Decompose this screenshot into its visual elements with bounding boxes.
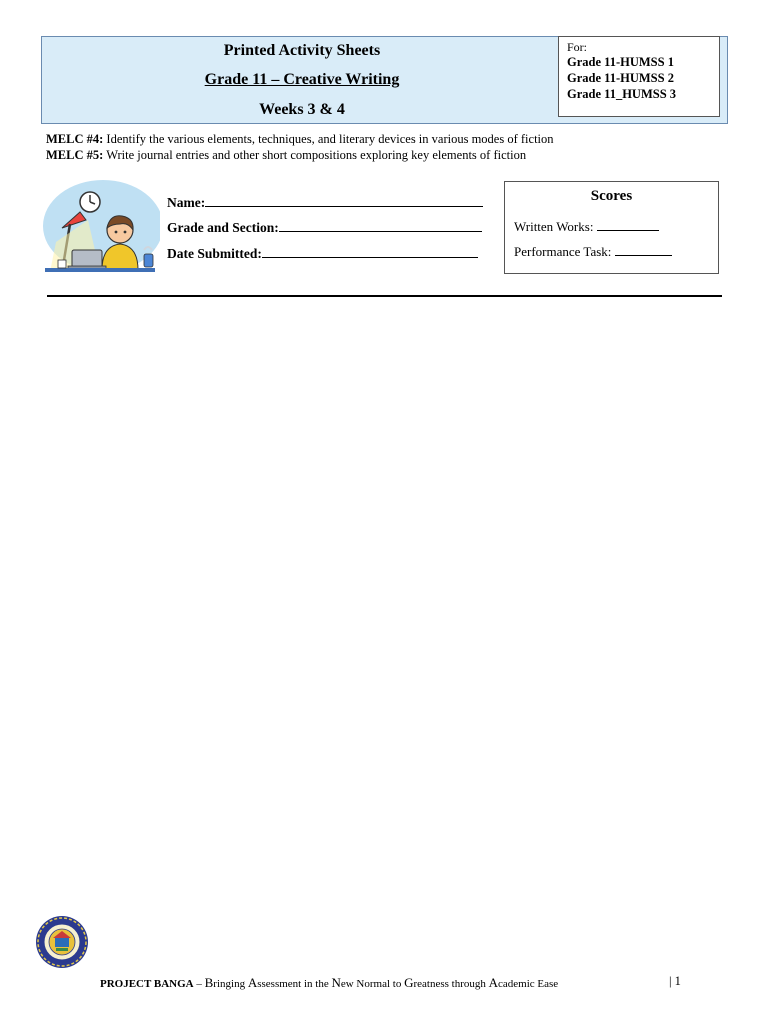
page-number: | 1 (669, 974, 681, 988)
school-seal-logo (35, 915, 89, 969)
grade-section-label: Grade and Section (167, 220, 275, 235)
section-divider (47, 295, 722, 297)
melc-5 (46, 148, 526, 163)
footer-rest: ssessment in the (257, 978, 332, 990)
written-works-row[interactable] (514, 219, 659, 235)
grade-item: Grade 11_HUMSS 3 (567, 87, 677, 101)
melc-4-label: MELC #4: (46, 132, 104, 146)
melc-4-text: Identify the various elements, techniques, and literary devices in various modes of fiction (103, 132, 554, 146)
footer-rest: ew Normal to (340, 978, 405, 990)
grade-section-field[interactable]: Grade and Section: (167, 219, 482, 236)
melc-5-text: Write journal entries and other short compositions exploring key elements of fiction (103, 148, 527, 162)
name-field[interactable]: Name: (167, 194, 483, 211)
grade-section-blank[interactable] (279, 219, 482, 232)
performance-task-blank[interactable] (615, 244, 672, 256)
grade-item: Grade 11-HUMSS 2 (567, 71, 674, 85)
footer-cap: G (404, 975, 414, 990)
for-label: For: (567, 40, 588, 54)
footer-cap: N (331, 975, 341, 990)
date-submitted-field[interactable]: Date Submitted: (167, 245, 478, 262)
name-label: Name (167, 195, 201, 210)
scores-heading: Scores (590, 188, 633, 204)
scores-box (504, 181, 719, 274)
subject-title: Grade 11 – Creative Writing (204, 71, 400, 88)
melc-4 (46, 132, 554, 147)
for-grades-box (558, 36, 720, 117)
footer-rest: cademic Ease (498, 978, 559, 990)
header-box (41, 36, 728, 124)
footer-dash: – (193, 978, 205, 990)
melc-5-label: MELC #5: (46, 148, 104, 162)
footer-project: PROJECT BANGA (100, 978, 194, 990)
footer-text (100, 975, 558, 991)
written-works-blank[interactable] (597, 219, 659, 231)
footer-rest: reatness through (413, 978, 489, 990)
performance-task-row[interactable] (514, 244, 672, 260)
date-submitted-blank[interactable] (262, 245, 478, 258)
footer-rest: ringing (213, 978, 248, 990)
footer-cap: B (204, 975, 214, 990)
footer-cap: A (488, 975, 499, 990)
name-blank[interactable] (205, 194, 483, 207)
date-submitted-label: Date Submitted (167, 246, 258, 261)
weeks-title: Weeks 3 & 4 (259, 101, 345, 118)
footer-cap: A (247, 975, 258, 990)
performance-task-label: Performance Task: (514, 244, 612, 259)
student-at-laptop-illustration (40, 180, 160, 275)
grade-item: Grade 11-HUMSS 1 (567, 55, 674, 69)
document-title: Printed Activity Sheets (223, 42, 381, 59)
written-works-label: Written Works: (514, 219, 594, 234)
